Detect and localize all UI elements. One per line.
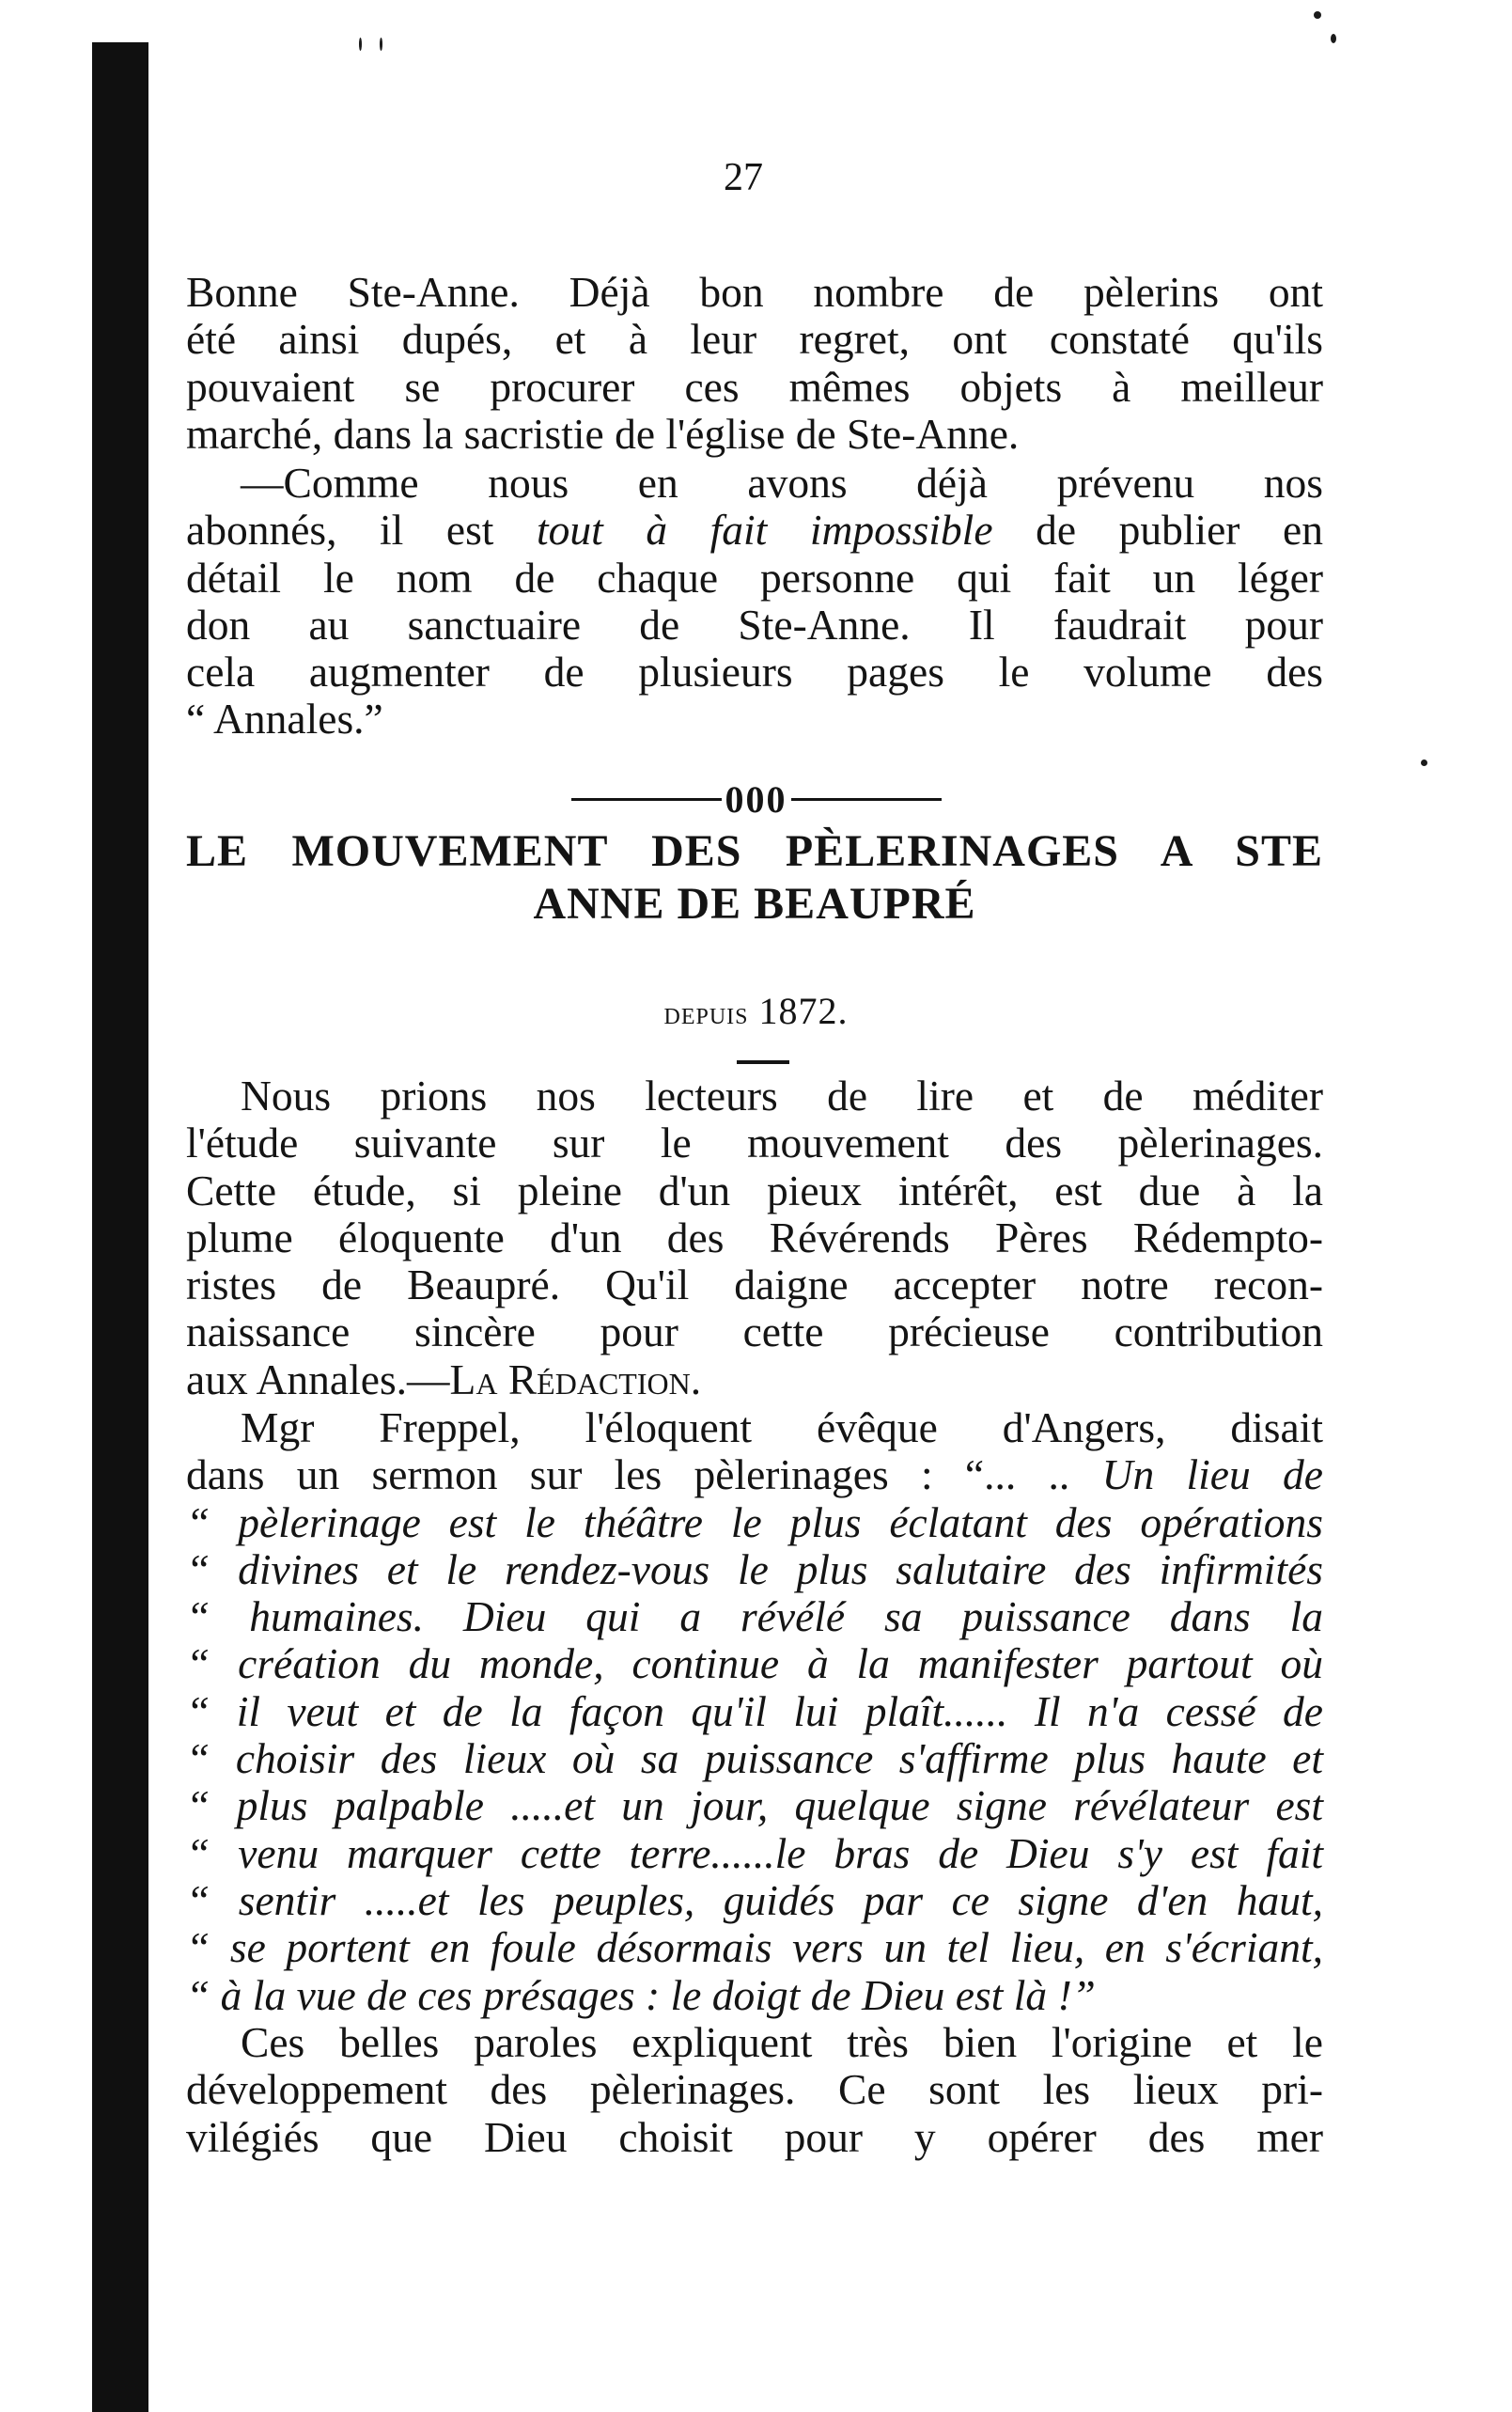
text-line: don au sanctuaire de Ste-Anne. Il faudrait pour (186, 600, 1323, 649)
quote-line: “ sentir .....et les peuples, guidés par ce signe d'en haut, (186, 1875, 1323, 1924)
text-line: pouvaient se procurer ces mêmes objets à meilleur (186, 362, 1323, 411)
section-separator (0, 773, 1512, 823)
text-run: aux Annales.— (186, 1355, 450, 1403)
text-line: vilégiés que Dieu choisit pour y opérer des mer (186, 2112, 1323, 2161)
text-line: marché, dans la sacristie de l'église de Ste-Anne. (186, 409, 1020, 458)
page-number: 27 (724, 156, 763, 199)
quote-line: “ création du monde, continue à la manifester partout où (186, 1639, 1323, 1688)
quote-line: “ il veut et de la façon qu'il lui plaît...... Il n'a cessé de (186, 1686, 1323, 1735)
quote-line: “ divines et le rendez-vous le plus salutaire des infirmités (186, 1544, 1323, 1593)
text-line-mixed (186, 1451, 1323, 1498)
subheading-word: depuis (663, 996, 749, 1031)
scan-speck (1314, 11, 1321, 19)
quotation (186, 1499, 1323, 2019)
quote-line: “ plus palpable .....et un jour, quelque signe révélateur est (186, 1781, 1323, 1830)
text-line: été ainsi dupés, et à leur regret, ont constaté qu'ils (186, 315, 1323, 364)
text-run: de publier en (992, 506, 1323, 555)
editor-signature: La Rédaction. (449, 1355, 702, 1403)
text-run: abonnés, il est (186, 506, 537, 555)
text-line-mixed (186, 507, 1323, 554)
quote-line: “ à la vue de ces présages : le doigt de Dieu est là !” (186, 1970, 1096, 2019)
separator-rule-right (791, 798, 942, 801)
subheading-year: 1872. (758, 990, 849, 1032)
heading-line: LE MOUVEMENT DES PÈLERINAGES A STE (186, 826, 1323, 876)
quote-line: “ humaines. Dieu qui a révélé sa puissance dans la (186, 1592, 1323, 1641)
text-line: Bonne Ste-Anne. Déjà bon nombre de pèlerins ont (186, 268, 1323, 316)
paragraph-intro (186, 1073, 1323, 1403)
short-rule (737, 1060, 789, 1064)
paragraph-pilgrim-objects (186, 269, 1323, 458)
paragraph-closing (186, 2019, 1323, 2161)
text-run: dans un sermon sur les pèlerinages : “... .. (186, 1450, 1070, 1499)
text-line-signature (186, 1356, 1323, 1403)
emphasis-text: tout à fait impossible (536, 506, 993, 555)
quote-line: “ se portent en foule désormais vers un tel lieu, en s'écriant, (186, 1923, 1323, 1972)
quote-text: Un lieu de (1101, 1450, 1323, 1499)
text-line: Ces belles paroles expliquent très bien l'origine et le (241, 2018, 1323, 2066)
text-line: naissance sincère pour cette précieuse contribution (186, 1308, 1323, 1356)
heading-line: ANNE DE BEAUPRÉ (533, 879, 976, 929)
scan-speck (1421, 760, 1427, 766)
scan-speck (359, 38, 362, 51)
text-line: Cette étude, si pleine d'un pieux intérêt, est due à la (186, 1166, 1323, 1214)
quote-line: “ choisir des lieux où sa puissance s'affirme plus haute et (186, 1734, 1323, 1783)
text-line: plume éloquente d'un des Révérends Pères Rédempto- (186, 1213, 1323, 1261)
scan-speck (1331, 34, 1336, 43)
quote-line: “ pèlerinage est le théâtre le plus éclatant des opérations (186, 1497, 1323, 1546)
text-line: ristes de Beaupré. Qu'il daigne accepter notre recon- (186, 1261, 1323, 1309)
text-line: développement des pèlerinages. Ce sont les lieux pri- (186, 2065, 1323, 2114)
text-line: Mgr Freppel, l'éloquent évêque d'Angers, disait (241, 1403, 1323, 1451)
binding-edge (92, 42, 148, 2412)
text-line: “ Annales.” (186, 695, 383, 744)
separator-rule-left (571, 798, 722, 801)
text-line: l'étude suivante sur le mouvement des pèlerinages. (186, 1119, 1323, 1167)
paragraph-subscribers-notice (186, 460, 1323, 744)
separator-mark: 000 (725, 777, 787, 821)
quote-line: “ venu marquer cette terre......le bras de Dieu s'y est fait (186, 1828, 1323, 1877)
section-subheading (0, 989, 1512, 1037)
text-line: cela augmenter de plusieurs pages le volume des (186, 648, 1323, 697)
text-line: —Comme nous en avons déjà prévenu nos (241, 459, 1323, 507)
section-heading (186, 825, 1323, 931)
text-line: Nous prions nos lecteurs de lire et de méditer (241, 1072, 1323, 1120)
text-line: détail le nom de chaque personne qui fait un léger (186, 553, 1323, 602)
paragraph-freppel-quote (186, 1404, 1323, 2019)
scan-speck (380, 38, 382, 51)
